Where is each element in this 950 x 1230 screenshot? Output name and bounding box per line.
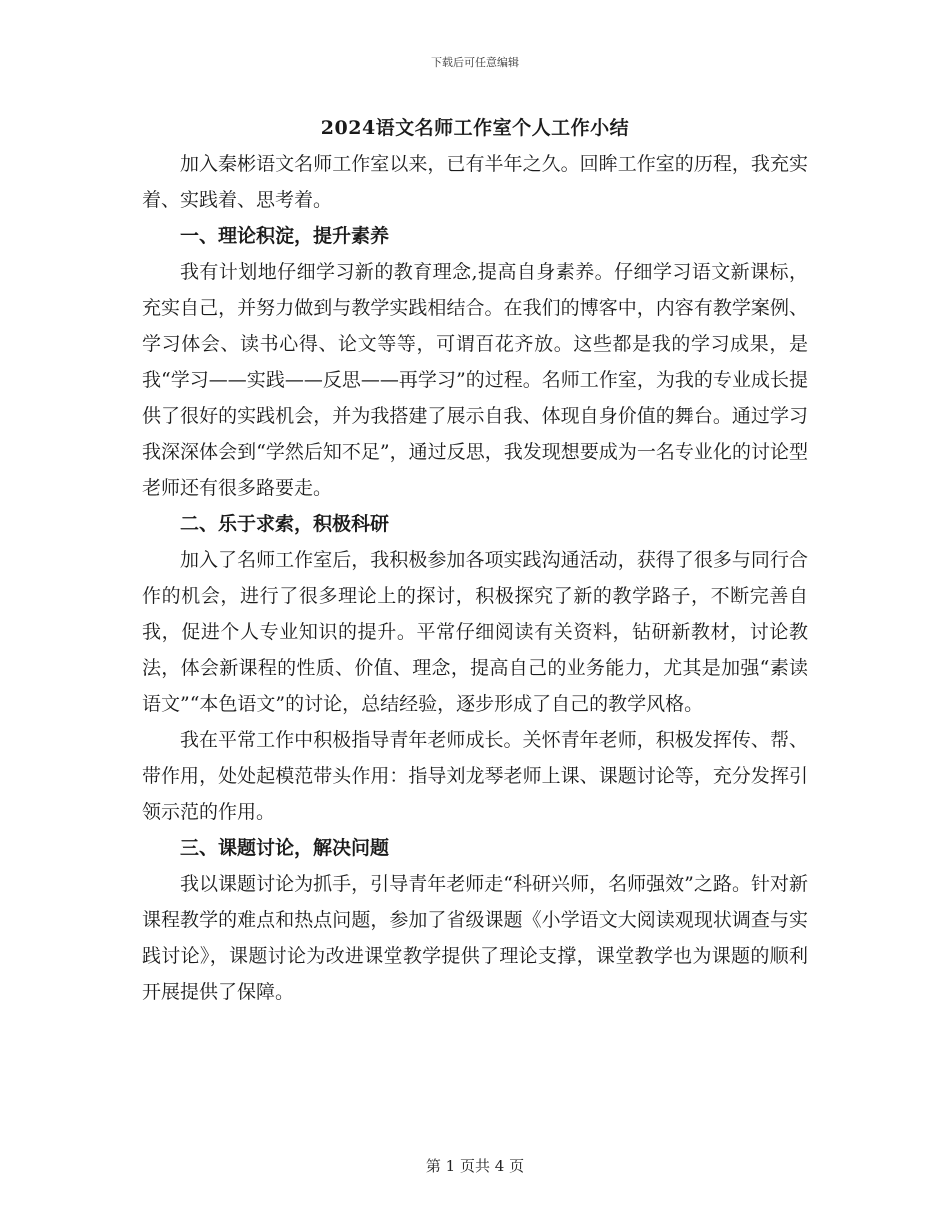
section-heading-3: 三、课题讨论，解决问题 (180, 837, 390, 859)
section-heading-2: 二、乐于求索，积极科研 (180, 513, 390, 535)
section-2-paragraph-1: 加入了名师工作室后，我积极参加各项实践沟通活动，获得了很多与同行合作的机会，进行了很多理论上的探讨，积极探究了新的教学路子，不断完善自我，促进个人专业知识的提升。平常仔细阅读有关资料，钻研新教材，讨论教法，体会新课程的性质、价值、理念，提高自己的业务能力，尤其是加强“素读语文”“本色语文”的讨论，总结经验，逐步形成了自己的教学风格。 (142, 549, 808, 715)
document-title: 2024语文名师工作室个人工作小结 (320, 117, 630, 139)
page-header: 下载后可任意编辑 (431, 56, 519, 69)
section-heading-1: 一、理论积淀，提升素养 (180, 225, 390, 247)
document-body (142, 110, 808, 1010)
section-2-paragraph-2: 我在平常工作中积极指导青年老师成长。关怀青年老师，积极发挥传、帮、带作用，处处起模范带头作用：指导刘龙琴老师上课、课题讨论等，充分发挥引领示范的作用。 (142, 729, 808, 823)
page-number: 第 1 页共 4 页 (425, 1157, 525, 1175)
intro-paragraph: 加入秦彬语文名师工作室以来，已有半年之久。回眸工作室的历程，我充实着、实践着、思考着。 (142, 153, 808, 211)
section-3-paragraph-1: 我以课题讨论为抓手，引导青年老师走“科研兴师，名师强效”之路。针对新课程教学的难点和热点问题，参加了省级课题《小学语文大阅读观现状调查与实践讨论》，课题讨论为改进课堂教学提供了理论支撑，课堂教学也为课题的顺利开展提供了保障。 (142, 873, 808, 1003)
section-1-paragraph-1: 我有计划地仔细学习新的教育理念,提高自身素养。仔细学习语文新课标，充实自己，并努力做到与教学实践相结合。在我们的博客中，内容有教学案例、学习体会、读书心得、论文等等，可谓百花齐放。这些都是我的学习成果，是我“学习——实践——反思——再学习”的过程。名师工作室，为我的专业成长提供了很好的实践机会，并为我搭建了展示自我、体现自身价值的舞台。通过学习我深深体会到“学然后知不足”，通过反思，我发现想要成为一名专业化的讨论型老师还有很多路要走。 (142, 261, 808, 499)
